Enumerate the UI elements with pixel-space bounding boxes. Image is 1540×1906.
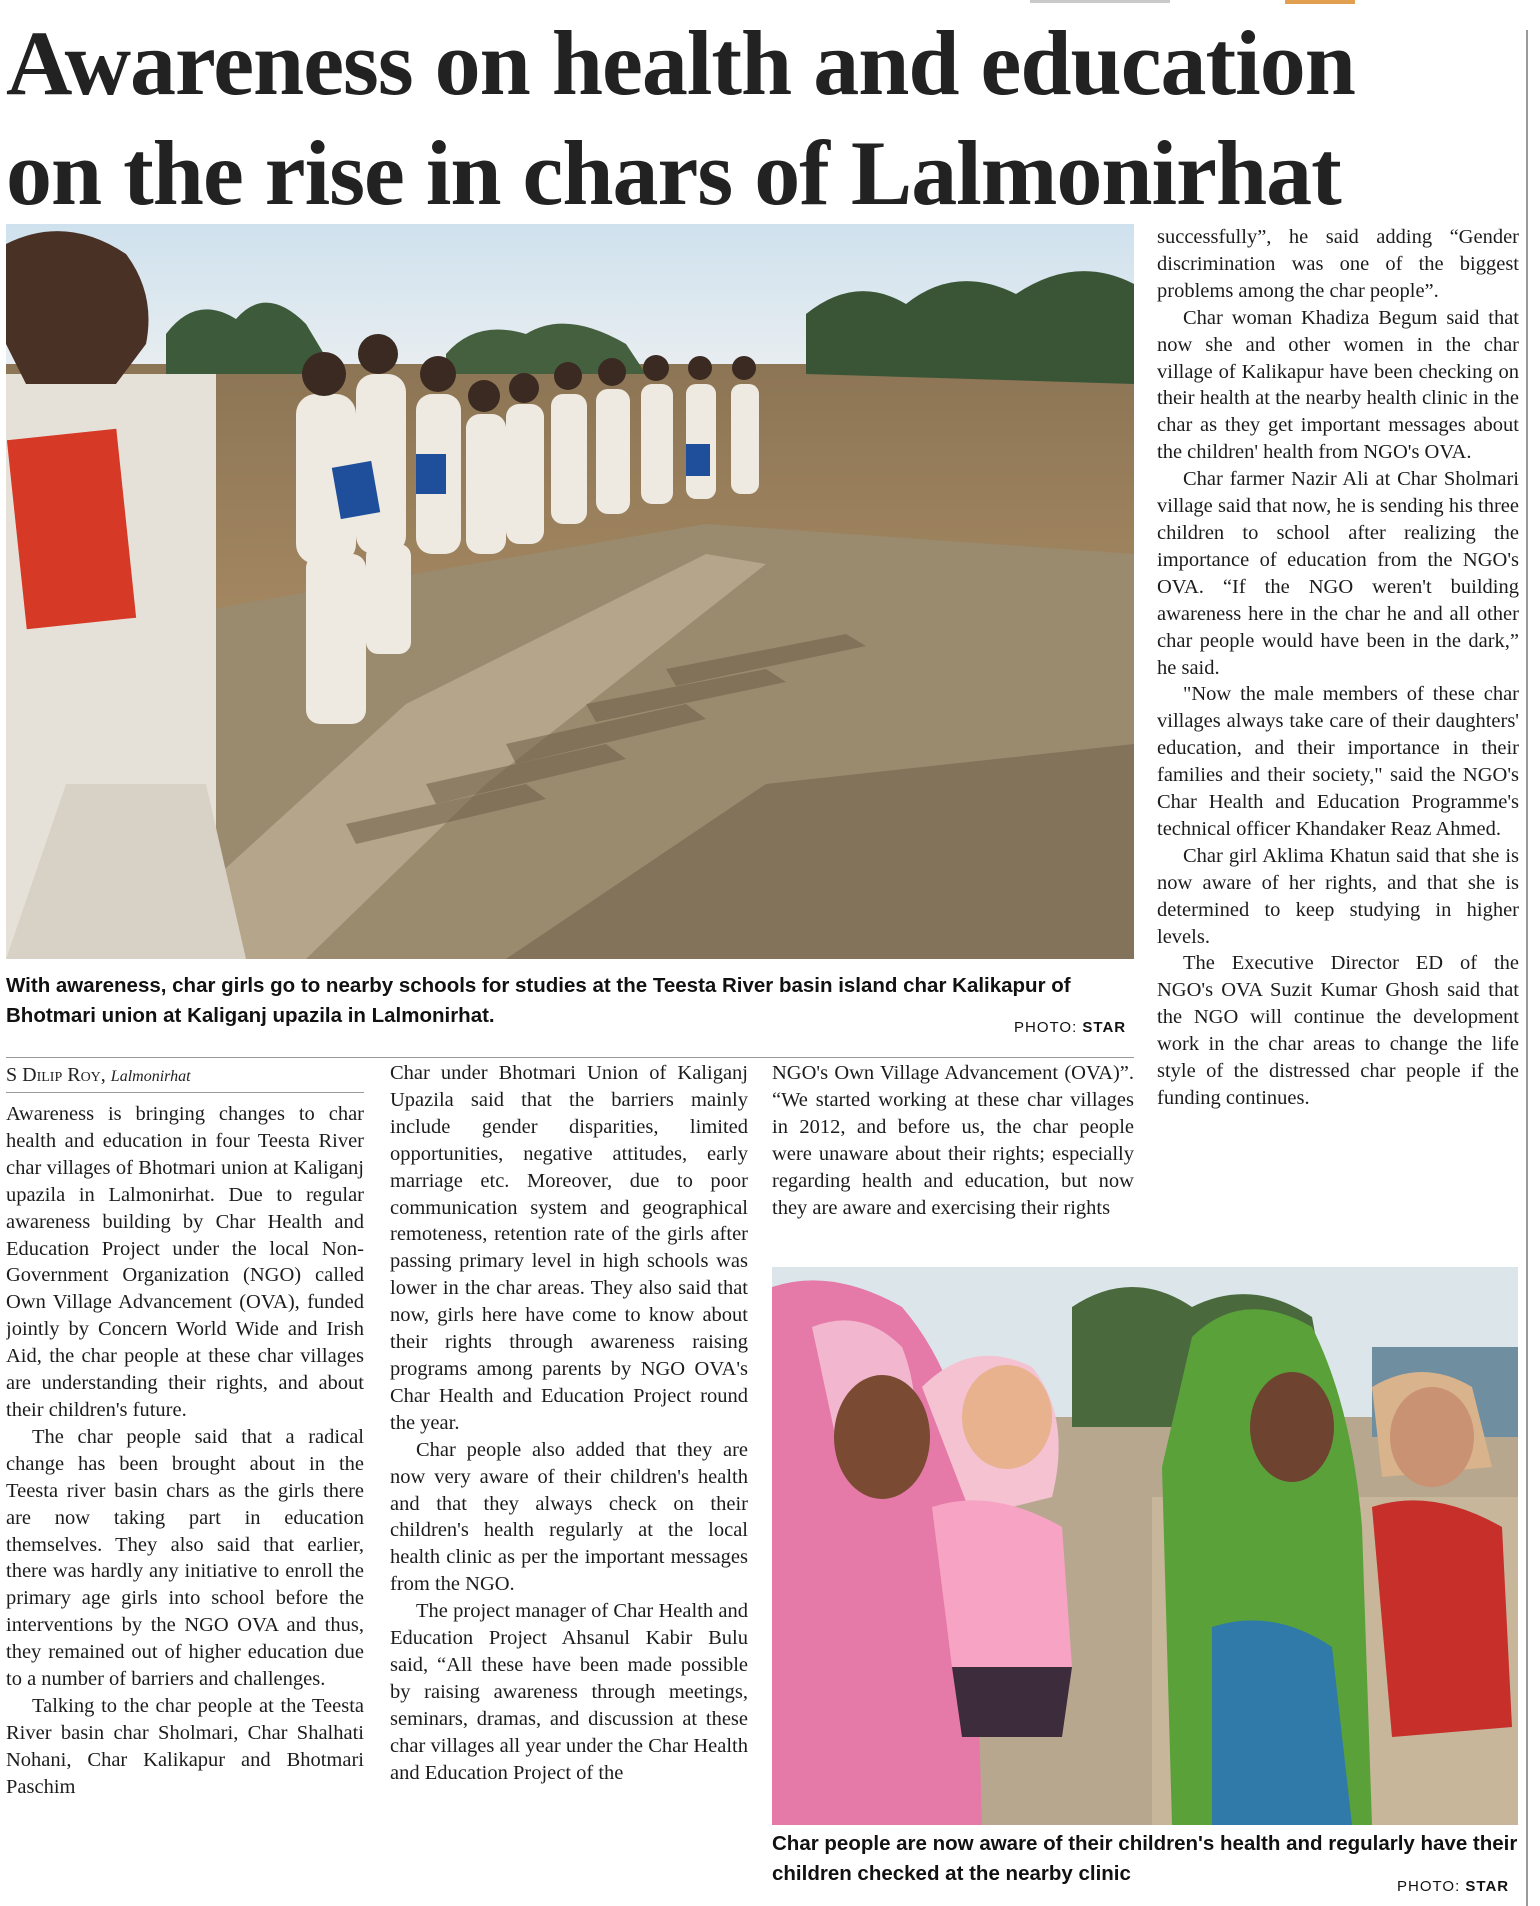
photo-1-credit-prefix: PHOTO:	[1014, 1019, 1078, 1036]
article-column-4	[1157, 224, 1519, 1254]
photo-2-credit-prefix: PHOTO:	[1397, 1878, 1461, 1895]
col4-paragraph-4: "Now the male members of these char villages always take care of their daughters' education, and their importance in their families and their society," said the NGO's Char Health and Education Programme's technical officer Khandaker Reaz Ahmed.	[1157, 683, 1519, 840]
byline-location: Lalmonirhat	[110, 1068, 191, 1085]
photo-1-credit	[1014, 1019, 1126, 1036]
article-column-2	[390, 1060, 748, 1902]
photo-mothers-with-children	[772, 1267, 1518, 1825]
headline	[6, 8, 1534, 228]
col1-paragraph-3: Talking to the char people at the Teesta River basin char Sholmari, Char Shalhati Nohani, Char Kalikapur and Bhotmari Paschim	[6, 1694, 364, 1798]
article-column-1	[6, 1101, 364, 1901]
col2-paragraph-2: Char people also added that they are now very aware of their children's health and that they always check on their children's health regularly at the local health clinic as per the important messages from the NGO.	[390, 1438, 748, 1596]
col1-paragraph-1: Awareness is bringing changes to char health and education in four Teesta River char villages of Bhotmari union at Kaliganj upazila in Lalmonirhat. Due to regular awareness building by Char Health and Education Project under the local Non-Government Organization (NGO) called Own Village Advancement (OVA), funded jointly by Concern World Wide and Irish Aid, the char people at these char villages are understanding their rights, and about their children's future.	[6, 1103, 364, 1421]
byline-author: S Dilip Roy,	[6, 1064, 106, 1086]
photo-1-credit-source: STAR	[1082, 1019, 1127, 1036]
col4-paragraph-2: Char woman Khadiza Begum said that now she and other women in the char village of Kalikapur have been checking on their health at the nearby health clinic in the char as they get important messages about the children' health from NGO's OVA.	[1157, 306, 1519, 464]
byline-rule	[6, 1092, 364, 1093]
col3-paragraph-1: NGO's Own Village Advancement (OVA)”. “We started working at these char villages in 2012, and before us, the char people were unaware about their rights; especially regarding health and education, but now they are aware and exercising their rights	[772, 1062, 1134, 1219]
right-edge-rule	[1526, 30, 1528, 1906]
col4-paragraph-1: successfully”, he said adding “Gender discrimination was one of the biggest problems among the char people”.	[1157, 226, 1519, 302]
photo-2-caption: Char people are now aware of their children's health and regularly have their children checked at the nearby clinic	[772, 1832, 1518, 1885]
photo-2-credit	[1397, 1878, 1509, 1895]
masthead-rule	[1030, 0, 1170, 3]
headline-line-2: on the rise in chars of Lalmonirhat	[6, 122, 1341, 224]
col1-paragraph-2: The char people said that a radical change has been brought about in the Teesta river basin chars as the girls there are now taking part in education themselves. They also said that earlier, there was hardly any initiative to enroll the primary age girls into school before the interventions by the NGO OVA and thus, they remained out of higher education due to a number of barriers and challenges.	[6, 1425, 364, 1691]
col4-paragraph-6: The Executive Director ED of the NGO's OVA Suzit Kumar Ghosh said that the NGO will continue the development work in the char areas to change the life style of the distressed char people if the funding continues.	[1157, 952, 1519, 1109]
photo-1-caption: With awareness, char girls go to nearby schools for studies at the Teesta River basin island char Kalikapur of Bhotmari union at Kaliganj upazila in Lalmonirhat.	[6, 974, 1071, 1027]
article-column-3	[772, 1060, 1134, 1250]
col4-paragraph-3: Char farmer Nazir Ali at Char Sholmari village said that now, he is sending his three children to school after realizing the importance of education from the NGO's OVA. “If the NGO weren't building awareness here in the char he and all other char people would have been in the dark,” he said.	[1157, 468, 1519, 679]
headline-line-1: Awareness on health and education	[6, 12, 1355, 114]
byline	[6, 1062, 366, 1090]
col4-paragraph-5: Char girl Aklima Khatun said that she is now aware of her rights, and that she is determined to keep studying in higher levels.	[1157, 844, 1519, 948]
photo-2-credit-source: STAR	[1465, 1878, 1510, 1895]
photo-schoolgirls-walking	[6, 224, 1134, 959]
col2-paragraph-3: The project manager of Char Health and Education Project Ahsanul Kabir Bulu said, “All these have been made possible by raising awareness through meetings, seminars, dramas, and discussion at these char villages all year under the Char Health and Education Project of the	[390, 1600, 748, 1784]
col2-paragraph-1: Char under Bhotmari Union of Kaliganj Upazila said that the barriers mainly include gender disparities, limited opportunities, negative attitudes, early marriage etc. Moreover, due to poor communication system and geographical remoteness, retention rate of the girls after passing primary level in high schools was lower in the char areas. They also said that now, girls here have come to know about their rights through awareness raising programs among parents by NGO OVA's Char Health and Education Project round the year.	[390, 1062, 748, 1434]
column-rule-top	[6, 1057, 1134, 1058]
masthead-strip	[1030, 0, 1250, 6]
masthead-accent	[1285, 0, 1355, 4]
